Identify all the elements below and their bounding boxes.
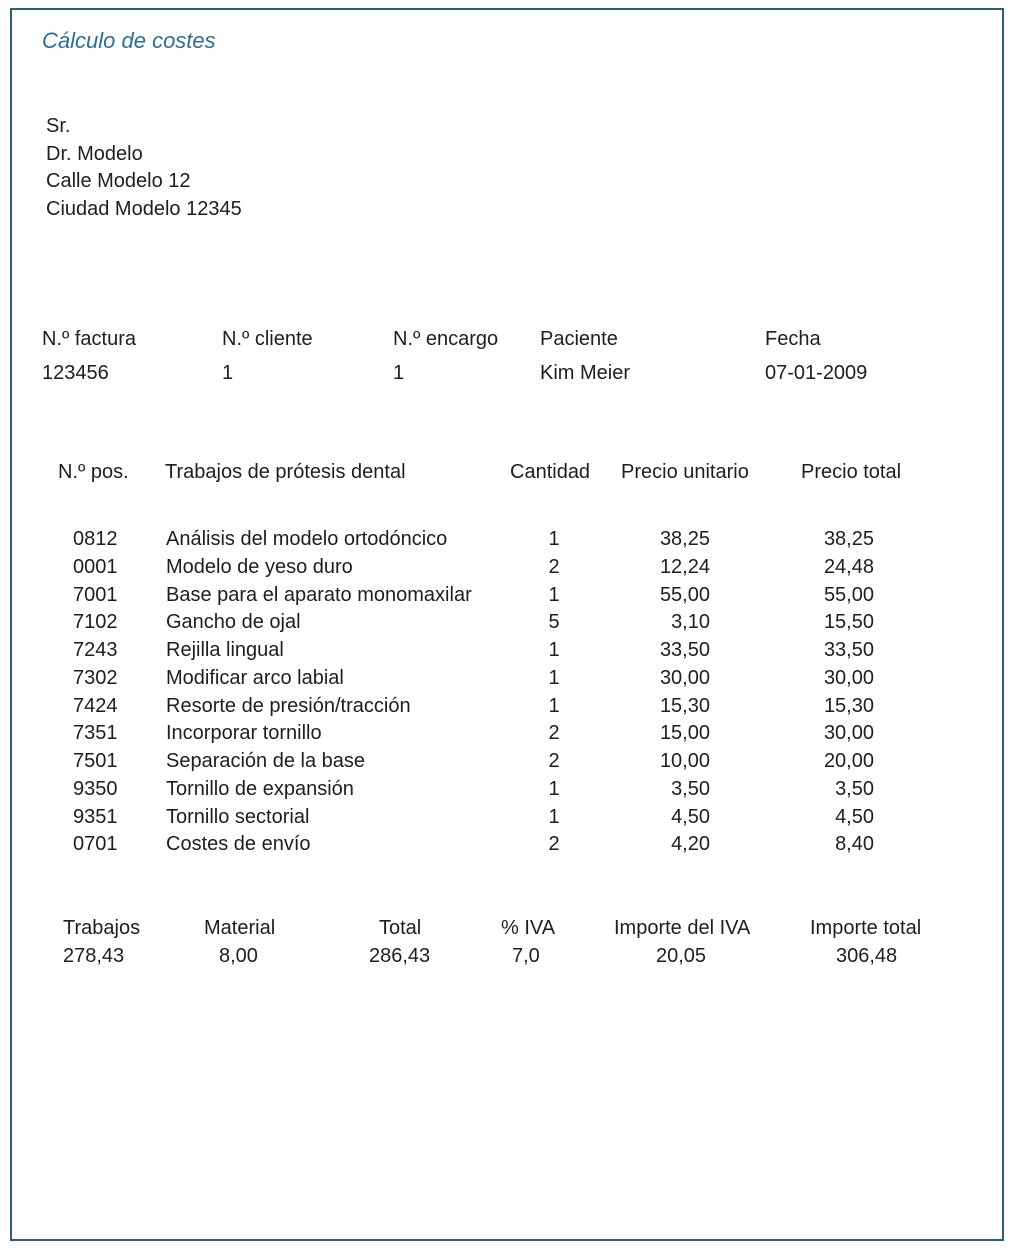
table-row [0,528,1024,556]
row-total-price: 4,50 [835,805,874,828]
header-patient: Paciente [540,328,618,350]
summary-values [0,945,1024,973]
summary-vat-amount-value: 20,05 [656,945,707,967]
summary-header-work: Trabajos [63,917,141,939]
table-row [0,639,1024,667]
row-work: Incorporar tornillo [166,722,322,745]
row-qty: 2 [548,722,560,745]
invoice-no-value: 123456 [42,362,109,384]
document-title: Cálculo de costes [42,28,216,53]
summary-header-material: Material [204,917,276,939]
row-total-price: 38,25 [823,528,874,550]
row-pos: 7424 [73,694,118,717]
table-row [0,806,1024,834]
column-header-qty: Cantidad [510,461,591,483]
row-total-price: 15,30 [823,694,874,717]
recipient-address [46,113,242,223]
column-header-pos: N.º pos. [58,461,129,483]
table-row [0,833,1024,861]
summary-header-total: Total [379,917,422,939]
date-value: 07-01-2009 [765,362,868,384]
column-header-work: Trabajos de prótesis dental [165,461,406,483]
column-header-total-price: Precio total [801,461,902,483]
table-row [0,778,1024,806]
row-unit-price: 15,00 [659,722,710,745]
row-unit-price: 55,00 [659,583,710,606]
row-unit-price: 30,00 [659,666,710,689]
row-unit-price: 33,50 [659,639,710,661]
table-row [0,611,1024,639]
client-no-value: 1 [222,362,234,384]
address-line: Sr. [46,115,71,137]
row-pos: 9351 [73,805,118,828]
row-unit-price: 12,24 [659,555,710,578]
row-unit-price: 4,50 [671,805,710,828]
row-pos: 0701 [73,833,118,856]
row-qty: 1 [548,694,560,717]
row-total-price: 24,48 [823,555,874,578]
header-client-no: N.º cliente [222,328,313,350]
row-qty: 5 [548,611,560,634]
row-total-price: 15,50 [823,611,874,634]
row-total-price: 33,50 [823,639,874,661]
summary-header-vat-amount: Importe del IVA [614,917,751,939]
header-order-no: N.º encargo [393,328,499,350]
row-qty: 1 [548,583,560,606]
row-qty: 1 [548,805,560,828]
row-unit-price: 15,30 [659,694,710,717]
row-total-price: 55,00 [823,583,874,606]
header-invoice-no: N.º factura [42,328,137,350]
row-pos: 7102 [73,611,118,634]
row-pos: 7351 [73,722,118,745]
summary-vat-pct-value: 7,0 [512,945,540,967]
row-pos: 0812 [73,528,118,550]
row-work: Modificar arco labial [166,666,344,689]
order-no-value: 1 [393,362,405,384]
table-row [0,750,1024,778]
row-work: Tornillo sectorial [166,805,310,828]
row-pos: 7243 [73,639,118,661]
summary-header-vat-pct: % IVA [501,917,556,939]
row-qty: 1 [548,666,560,689]
row-work: Modelo de yeso duro [166,555,353,578]
invoice-info-header [0,328,1024,356]
summary-work-value: 278,43 [63,945,125,967]
row-pos: 0001 [73,555,118,578]
row-work: Base para el aparato monomaxilar [166,583,472,606]
row-qty: 2 [548,750,560,772]
row-qty: 1 [548,777,560,800]
summary-material-value: 8,00 [219,945,258,967]
row-unit-price: 38,25 [659,528,710,550]
row-unit-price: 10,00 [659,750,710,772]
patient-value: Kim Meier [540,362,631,384]
invoice-info-values [0,362,1024,390]
row-pos: 7501 [73,750,118,772]
table-row [0,556,1024,584]
row-work: Gancho de ojal [166,611,301,634]
row-unit-price: 3,50 [671,777,710,800]
row-qty: 1 [548,528,560,550]
row-unit-price: 3,10 [671,611,710,634]
address-line: Ciudad Modelo 12345 [46,197,242,220]
row-qty: 1 [548,639,560,661]
row-unit-price: 4,20 [671,833,710,856]
row-pos: 7302 [73,666,118,689]
row-total-price: 3,50 [835,777,874,800]
summary-grand-total-value: 306,48 [836,945,898,967]
table-row [0,667,1024,695]
row-work: Separación de la base [166,750,366,772]
table-row [0,584,1024,612]
row-total-price: 30,00 [823,666,874,689]
row-work: Análisis del modelo ortodóncico [166,528,448,550]
row-pos: 9350 [73,777,118,800]
table-row [0,695,1024,723]
items-table-header [0,461,1024,489]
table-row [0,722,1024,750]
address-line: Calle Modelo 12 [46,170,191,192]
row-pos: 7001 [73,583,118,606]
summary-header [0,917,1024,945]
row-work: Tornillo de expansión [166,777,354,800]
row-total-price: 8,40 [835,833,874,856]
row-qty: 2 [548,555,560,578]
row-total-price: 30,00 [823,722,874,745]
header-date: Fecha [765,328,821,350]
row-qty: 2 [548,833,560,856]
row-work: Rejilla lingual [166,639,284,661]
row-work: Costes de envío [166,833,311,856]
summary-header-grand-total: Importe total [810,917,922,939]
column-header-unit-price: Precio unitario [621,461,749,483]
row-work: Resorte de presión/tracción [166,694,411,717]
summary-total-value: 286,43 [369,945,431,967]
address-line: Dr. Modelo [46,142,143,165]
row-total-price: 20,00 [823,750,874,772]
